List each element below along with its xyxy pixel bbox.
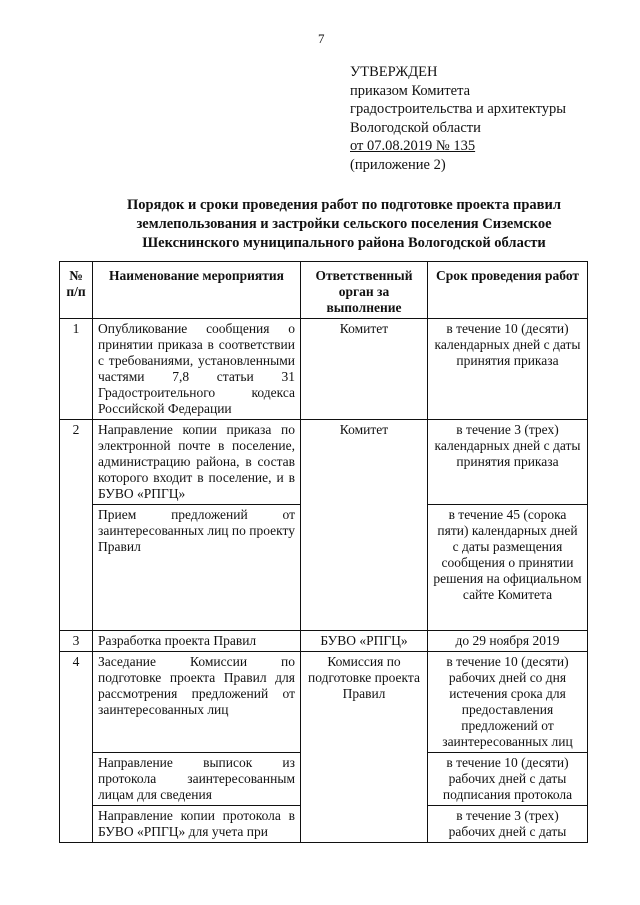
row-name: Направление копии приказа по электронной почте в поселение, администрацию района, в состав которого входит в поселение, и в БУВО «РПГЦ»	[93, 420, 301, 505]
approval-stamp	[350, 63, 566, 174]
document-title	[80, 196, 608, 253]
approval-order-ref: от 07.08.2019 № 135	[350, 138, 476, 154]
row-org: Комитет	[301, 319, 428, 420]
row-org: Комитет	[301, 420, 428, 631]
header-num: № п/п	[60, 262, 93, 319]
table-header-row	[60, 262, 588, 319]
row-term: в течение 45 (сорока пяти) календарных дней с даты размещения сообщения о принятии решения на официальном сайте Комитета	[428, 505, 588, 631]
row-term: в течение 10 (десяти) рабочих дней с даты подписания протокола	[428, 753, 588, 806]
row-name: Направление выписок из протокола заинтересованным лицам для сведения	[93, 753, 301, 806]
row-term: в течение 3 (трех) рабочих дней с даты	[428, 806, 588, 843]
approval-line: приказом Комитета	[350, 82, 471, 99]
header-org: Ответственный орган за выполнение	[301, 262, 428, 319]
row-name: Заседание Комиссии по подготовке проекта Правил для рассмотрения предложений от заинтересованных лиц	[93, 652, 301, 753]
row-term: в течение 10 (десяти) рабочих дней со дня истечения срока для предоставления предложений от заинтересованных лиц	[428, 652, 588, 753]
title-line: землепользования и застройки сельского поселения Сиземское	[136, 216, 552, 232]
row-num: 2	[60, 420, 93, 631]
row-num: 1	[60, 319, 93, 420]
row-term: в течение 3 (трех) календарных дней с даты принятия приказа	[428, 420, 588, 505]
table-row	[60, 420, 588, 505]
row-name: Направление копии протокола в БУВО «РПГЦ» для учета при	[93, 806, 301, 843]
row-num: 4	[60, 652, 93, 843]
row-term: до 29 ноября 2019	[428, 631, 588, 652]
row-term: в течение 10 (десяти) календарных дней с даты принятия приказа	[428, 319, 588, 420]
table-row	[60, 631, 588, 652]
header-name: Наименование мероприятия	[93, 262, 301, 319]
approval-line: градостроительства и архитектуры	[350, 101, 567, 117]
row-org: Комиссия по подготовке проекта Правил	[301, 652, 428, 843]
approval-heading: УТВЕРЖДЕН	[350, 64, 438, 80]
table-row	[60, 319, 588, 420]
row-name: Прием предложений от заинтересованных лиц по проекту Правил	[93, 505, 301, 631]
approval-appendix: (приложение 2)	[350, 156, 446, 173]
title-line: Шекснинского муниципального района Вологодской области	[142, 235, 546, 251]
work-schedule-table	[59, 261, 588, 843]
row-name: Опубликование сообщения о принятии приказа в соответствии с требованиями, установленными частями 7,8 статьи 31 Градостроительного кодекса Российской Федерации	[93, 319, 301, 420]
row-name: Разработка проекта Правил	[93, 631, 301, 652]
table-row	[60, 652, 588, 753]
approval-line: Вологодской области	[350, 119, 481, 136]
page-number: 7	[318, 31, 325, 46]
row-num: 3	[60, 631, 93, 652]
title-line: Порядок и сроки проведения работ по подготовке проекта правил	[127, 197, 561, 213]
header-term: Срок проведения работ	[428, 262, 588, 319]
row-org: БУВО «РПГЦ»	[301, 631, 428, 652]
